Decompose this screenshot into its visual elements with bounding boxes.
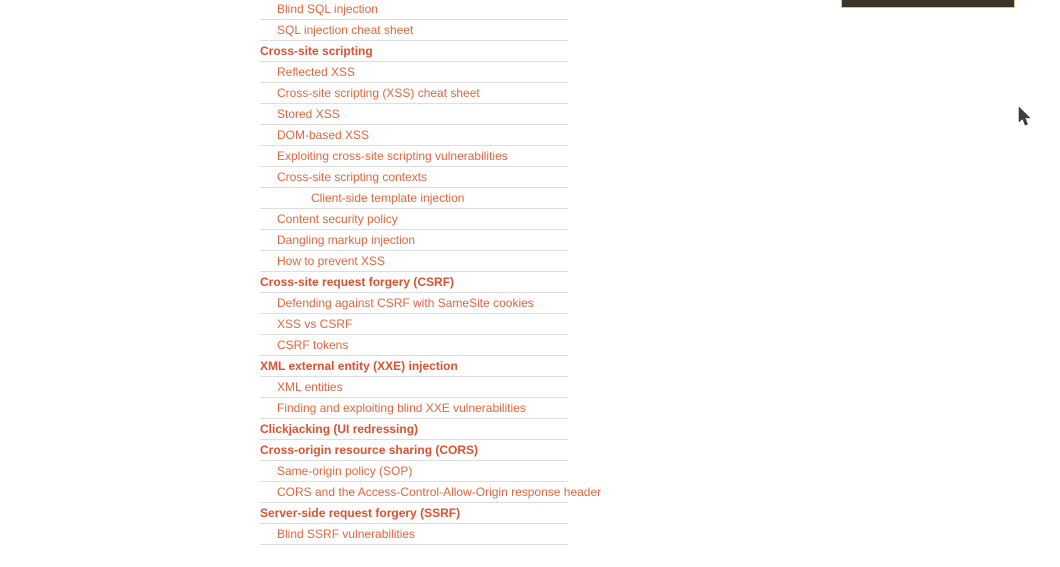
- nav-item-link[interactable]: SQL injection cheat sheet: [260, 20, 568, 41]
- nav-item-link[interactable]: Finding and exploiting blind XXE vulnerabilities: [260, 398, 568, 419]
- nav-item-link[interactable]: Stored XSS: [260, 104, 568, 125]
- nav-item-link[interactable]: Cross-site scripting contexts: [260, 167, 568, 188]
- nav-item-link[interactable]: How to prevent XSS: [260, 251, 568, 272]
- nav-item-link[interactable]: Exploiting cross-site scripting vulnerabilities: [260, 146, 568, 167]
- mouse-cursor-icon: [1018, 106, 1032, 127]
- nav-item-link[interactable]: DOM-based XSS: [260, 125, 568, 146]
- collapsed-banner-edge: [841, 0, 1015, 8]
- nav-item-link[interactable]: Defending against CSRF with SameSite cookies: [260, 293, 568, 314]
- nav-section-heading[interactable]: Clickjacking (UI redressing): [260, 419, 568, 440]
- nav-item-link[interactable]: XSS vs CSRF: [260, 314, 568, 335]
- nav-item-link[interactable]: Cross-site scripting (XSS) cheat sheet: [260, 83, 568, 104]
- nav-section-heading[interactable]: XML external entity (XXE) injection: [260, 356, 568, 377]
- nav-item-link[interactable]: CORS and the Access-Control-Allow-Origin response header: [260, 482, 568, 503]
- nav-item-link[interactable]: Same-origin policy (SOP): [260, 461, 568, 482]
- nav-section-heading[interactable]: Cross-site request forgery (CSRF): [260, 272, 568, 293]
- nav-item-link[interactable]: Content security policy: [260, 209, 568, 230]
- nav-item-link[interactable]: Dangling markup injection: [260, 230, 568, 251]
- topic-nav-list: [260, 0, 602, 545]
- nav-item-link[interactable]: Reflected XSS: [260, 62, 568, 83]
- nav-section-heading[interactable]: Cross-origin resource sharing (CORS): [260, 440, 568, 461]
- nav-item-link[interactable]: Blind SSRF vulnerabilities: [260, 524, 568, 545]
- nav-section-heading[interactable]: Server-side request forgery (SSRF): [260, 503, 568, 524]
- nav-section-heading[interactable]: Cross-site scripting: [260, 41, 568, 62]
- nav-item-link[interactable]: Client-side template injection: [260, 188, 568, 209]
- nav-item-link[interactable]: CSRF tokens: [260, 335, 568, 356]
- nav-item-link[interactable]: XML entities: [260, 377, 568, 398]
- nav-item-link[interactable]: Blind SQL injection: [260, 0, 568, 20]
